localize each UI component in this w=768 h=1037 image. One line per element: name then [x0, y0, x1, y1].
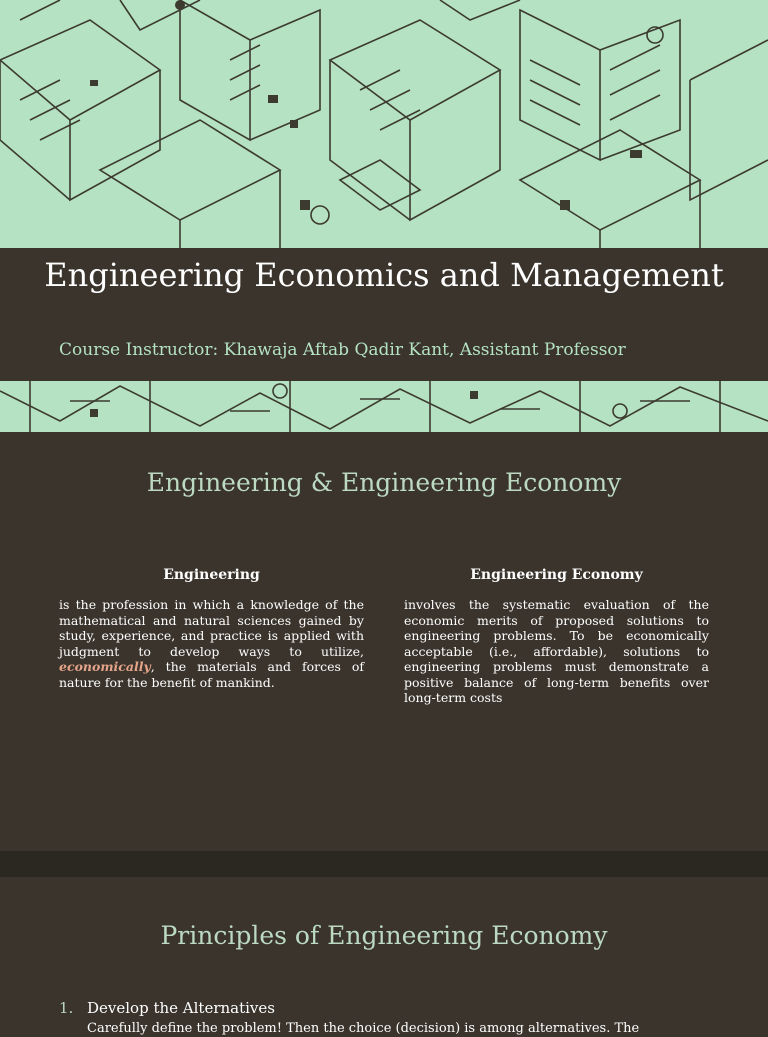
slide-heading: Engineering & Engineering Economy [146, 468, 622, 497]
city-banner-bottom [0, 381, 768, 432]
list-number: 1. [59, 999, 74, 1017]
list-item-text: Carefully define the problem! Then the choice (decision) is among alternatives. The [87, 1021, 640, 1036]
city-illustration-strip [0, 381, 768, 432]
list-item [59, 999, 275, 1017]
slide-separator [0, 851, 768, 877]
city-banner-top [0, 0, 768, 248]
city-illustration [0, 0, 768, 248]
slide-gap [0, 432, 768, 441]
definition-text: is the profession in which a knowledge of the mathematical and natural sciences gained by study, experience, and practice is applied with judgment to develop ways to utilize, [59, 597, 364, 659]
list-item-title: Develop the Alternatives [87, 999, 275, 1017]
engineering-economy-column [404, 567, 709, 706]
engineering-economy-slide [0, 441, 768, 851]
engineering-column [59, 567, 364, 690]
title-slide [0, 0, 768, 432]
principles-slide [0, 877, 768, 1037]
engineering-economy-heading: Engineering Economy [470, 567, 643, 583]
presentation-title: Engineering Economics and Management [44, 256, 724, 294]
course-instructor: Course Instructor: Khawaja Aftab Qadir Kant, Assistant Professor [59, 340, 626, 360]
engineering-definition [59, 597, 364, 690]
engineering-heading: Engineering [163, 567, 260, 583]
slide-heading: Principles of Engineering Economy [160, 921, 608, 950]
economically-emphasis: economically [59, 659, 151, 674]
definition-text-end: , the materials and forces of nature for the benefit of mankind. [59, 659, 364, 690]
engineering-economy-definition: involves the systematic evaluation of the economic merits of proposed solutions to engineering problems. To be economically acceptable (i.e., affordable), solutions to engineering problems must demonstrate a positive balance of long-term benefits over long-term costs [404, 597, 709, 705]
